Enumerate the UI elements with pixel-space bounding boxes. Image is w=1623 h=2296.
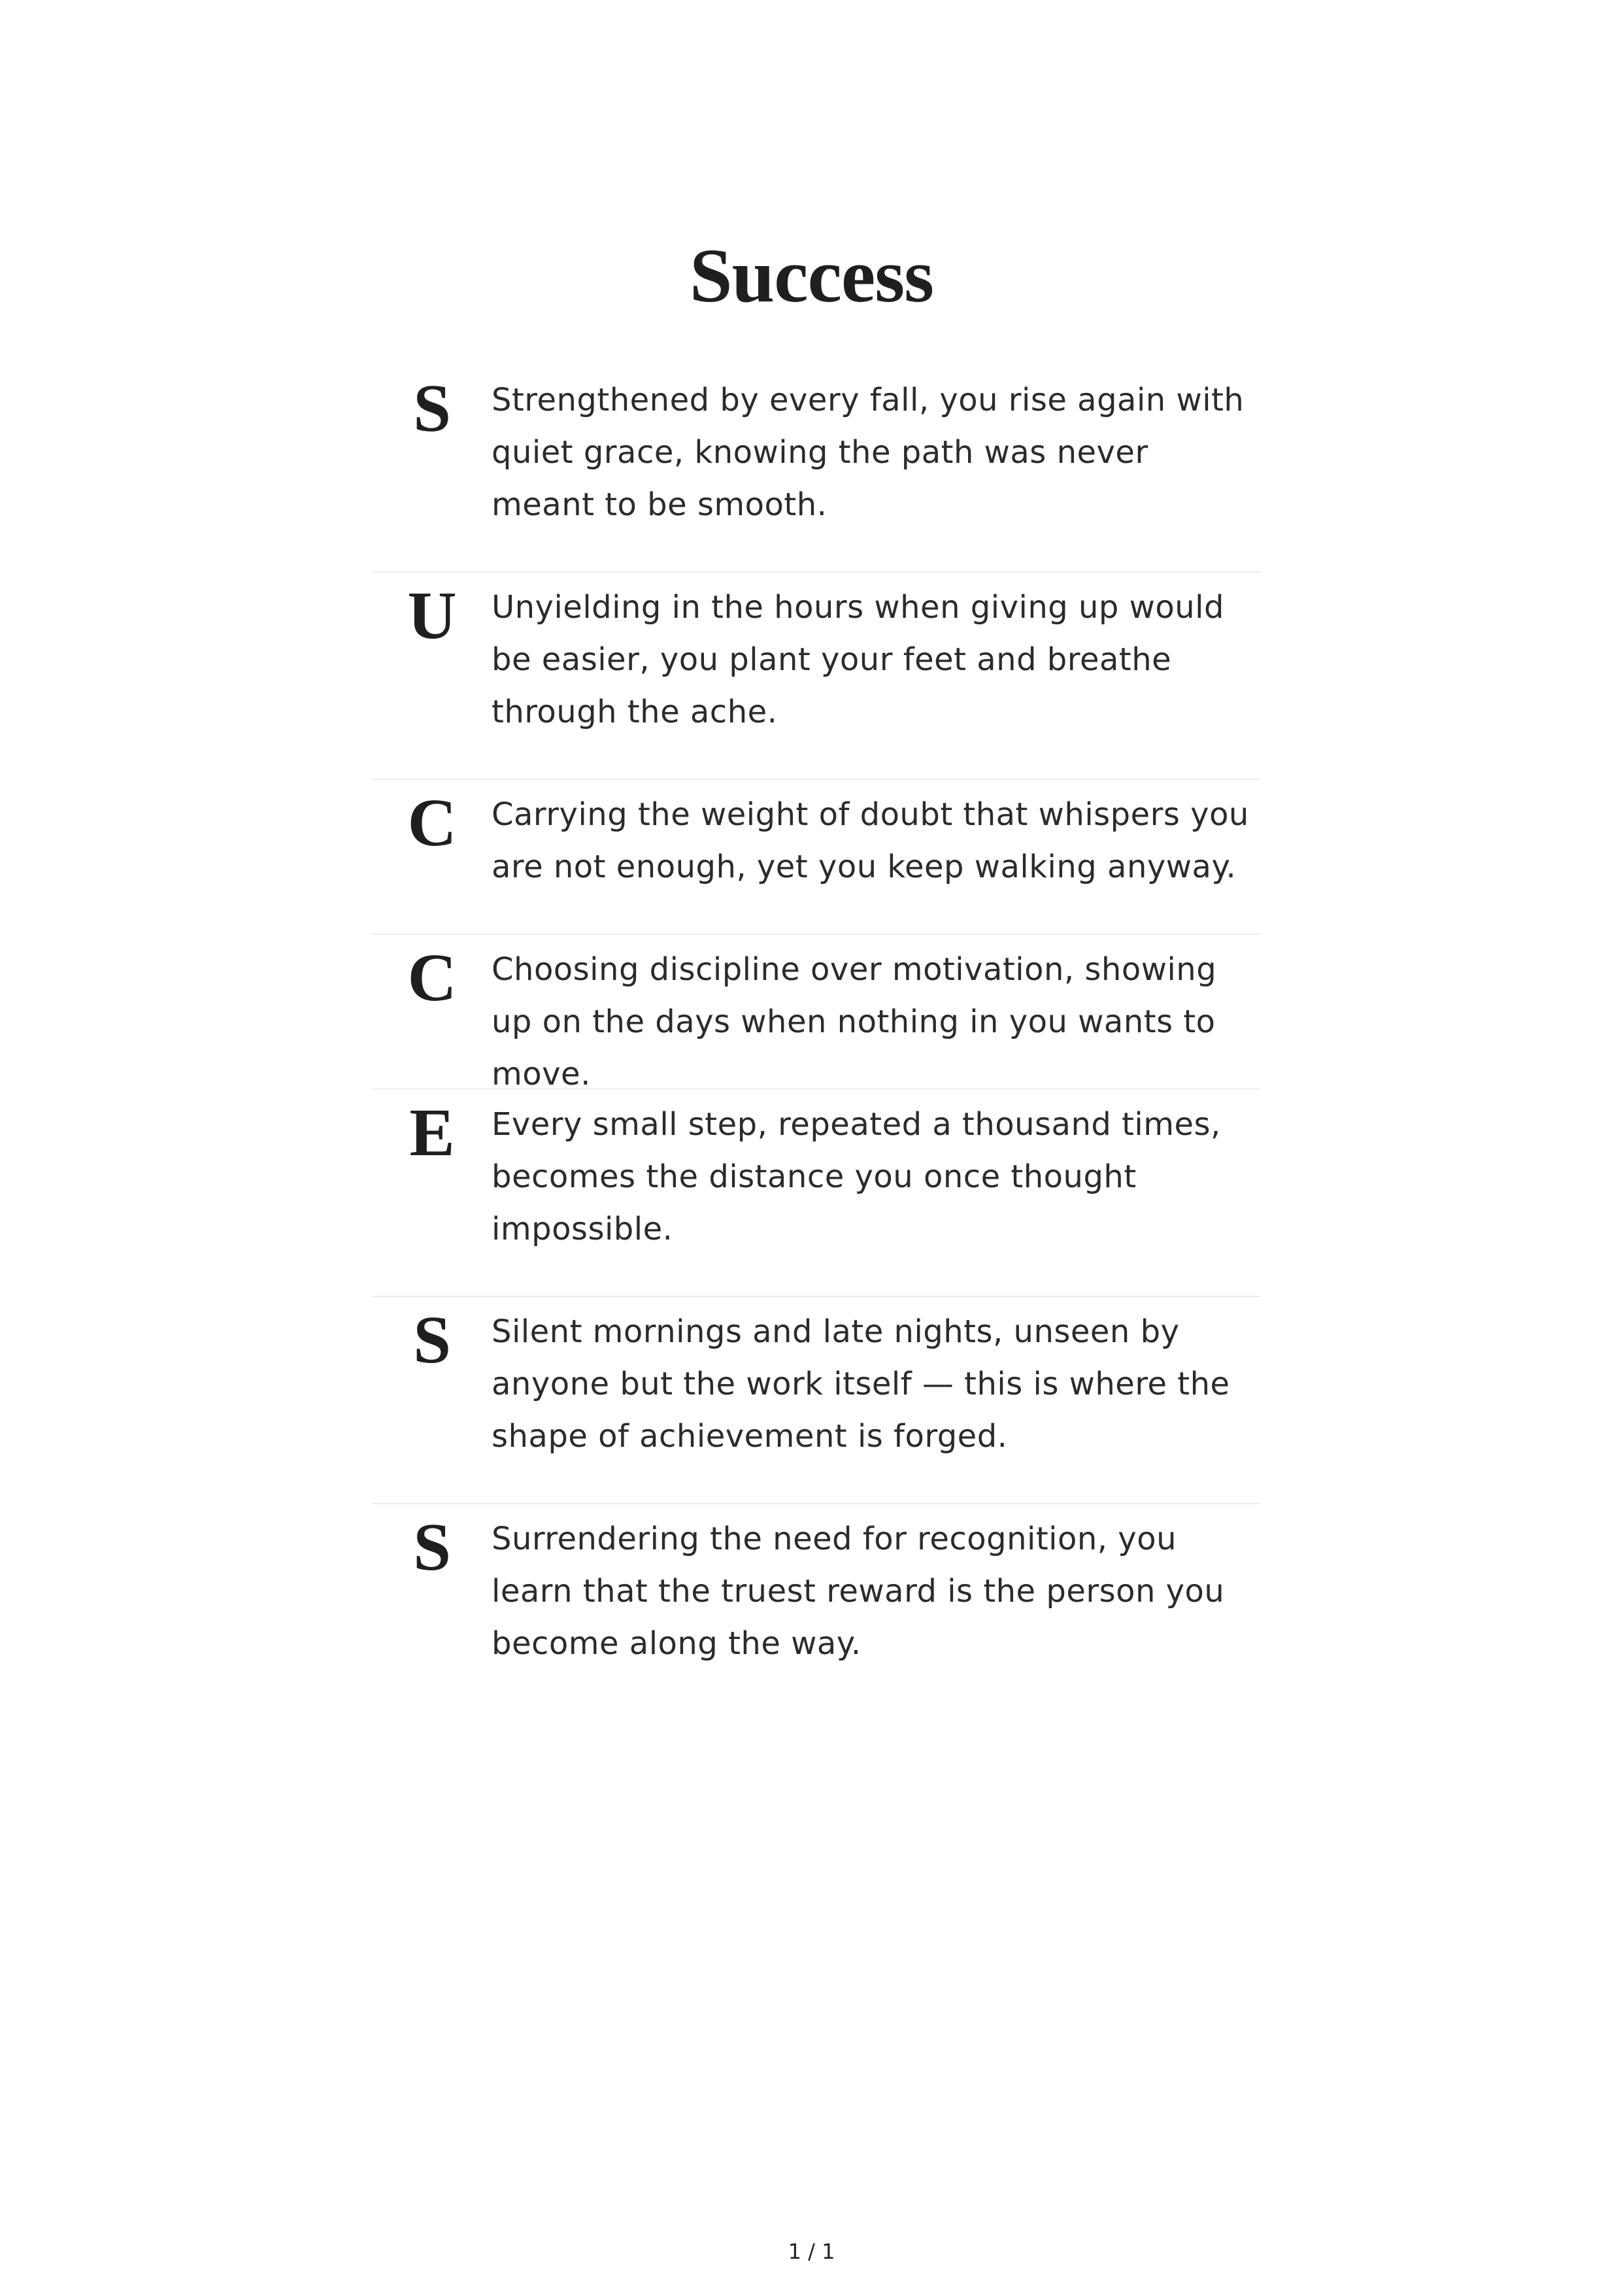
acrostic-row	[373, 573, 1260, 780]
page-number: 1 / 1	[788, 2239, 835, 2264]
acrostic-line: Every small step, repeated a thousand times, becomes the distance you once thought impossible.	[492, 1106, 1221, 1247]
acrostic-letter: S	[413, 1302, 451, 1377]
acrostic-row	[373, 1090, 1260, 1297]
acrostic-line: Choosing discipline over motivation, showing up on the days when nothing in you wants to move.	[492, 951, 1217, 1092]
acrostic-row	[373, 780, 1260, 935]
acrostic-line: Silent mornings and late nights, unseen by anyone but the work itself — this is where the shape of achievement is forged.	[492, 1313, 1230, 1455]
acrostic-letter: E	[409, 1095, 455, 1170]
acrostic-line: Carrying the weight of doubt that whispers you are not enough, yet you keep walking anyway.	[492, 796, 1249, 885]
acrostic-letter: U	[407, 578, 457, 653]
acrostic-line: Unyielding in the hours when giving up would be easier, you plant your feet and breathe through the ache.	[492, 589, 1224, 730]
page-title: Success	[689, 233, 934, 318]
acrostic-line: Surrendering the need for recognition, you learn that the truest reward is the person you become along the way.	[492, 1521, 1225, 1662]
acrostic-letter: C	[407, 940, 457, 1015]
acrostic-list	[373, 365, 1260, 1712]
acrostic-row	[373, 935, 1260, 1090]
acrostic-letter: C	[407, 785, 457, 860]
acrostic-line: Strengthened by every fall, you rise again with quiet grace, knowing the path was never meant to be smooth.	[492, 382, 1245, 523]
acrostic-row	[373, 1297, 1260, 1504]
acrostic-row	[373, 1504, 1260, 1712]
acrostic-letter: S	[413, 1510, 451, 1585]
acrostic-letter: S	[413, 371, 451, 446]
acrostic-row	[373, 365, 1260, 573]
